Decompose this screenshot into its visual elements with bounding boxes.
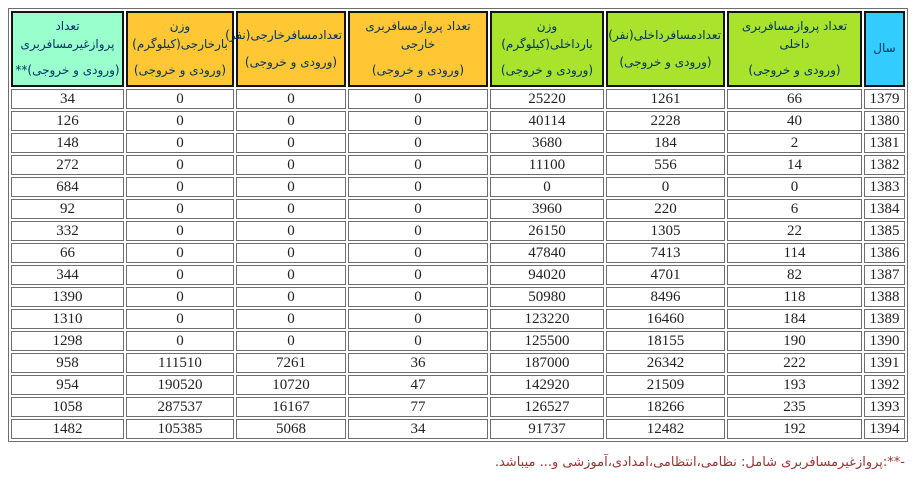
- column-header-foreign-cargo-weight: [126, 11, 234, 87]
- value-cell: 0: [236, 199, 346, 219]
- table-row: [11, 111, 905, 131]
- value-cell: 1058: [11, 397, 124, 417]
- table-header: [11, 11, 905, 87]
- value-cell: 1310: [11, 309, 124, 329]
- year-cell: 1382: [864, 155, 905, 175]
- table-row: [11, 375, 905, 395]
- value-cell: 0: [348, 221, 488, 241]
- value-cell: 34: [11, 89, 124, 109]
- value-cell: 0: [348, 199, 488, 219]
- value-cell: 25220: [490, 89, 604, 109]
- value-cell: 10720: [236, 375, 346, 395]
- table-row: [11, 199, 905, 219]
- value-cell: 958: [11, 353, 124, 373]
- table-body: [11, 89, 905, 439]
- value-cell: 0: [126, 265, 234, 285]
- value-cell: 235: [727, 397, 862, 417]
- value-cell: 193: [727, 375, 862, 395]
- table-row: [11, 397, 905, 417]
- value-cell: 0: [126, 331, 234, 351]
- value-cell: 0: [348, 243, 488, 263]
- year-cell: 1379: [864, 89, 905, 109]
- value-cell: 0: [727, 177, 862, 197]
- column-header-foreign-passengers: [225, 11, 346, 87]
- column-title: تعداد پروازمسافربری خارجی: [365, 19, 471, 51]
- value-cell: 11100: [490, 155, 604, 175]
- year-cell: 1391: [864, 353, 905, 373]
- value-cell: 0: [490, 177, 604, 197]
- value-cell: 82: [727, 265, 862, 285]
- table-row: [11, 155, 905, 175]
- year-cell: 1387: [864, 265, 905, 285]
- year-cell: 1381: [864, 133, 905, 153]
- value-cell: 142920: [490, 375, 604, 395]
- value-cell: 0: [126, 221, 234, 241]
- header-row: [11, 11, 905, 87]
- value-cell: 0: [348, 287, 488, 307]
- table-row: [11, 221, 905, 241]
- value-cell: 14: [727, 155, 862, 175]
- column-header-domestic-passenger-flights: [727, 11, 862, 87]
- value-cell: 192: [727, 419, 862, 439]
- table-row: [11, 331, 905, 351]
- table-row: [11, 265, 905, 285]
- value-cell: 0: [236, 243, 346, 263]
- column-header-domestic-passengers: [606, 11, 725, 87]
- value-cell: 0: [236, 177, 346, 197]
- value-cell: 94020: [490, 265, 604, 285]
- value-cell: 26342: [606, 353, 725, 373]
- value-cell: 0: [126, 287, 234, 307]
- year-cell: 1390: [864, 331, 905, 351]
- value-cell: 7261: [236, 353, 346, 373]
- value-cell: 2: [727, 133, 862, 153]
- value-cell: 3680: [490, 133, 604, 153]
- value-cell: 0: [126, 309, 234, 329]
- value-cell: 126527: [490, 397, 604, 417]
- value-cell: 0: [126, 199, 234, 219]
- year-cell: 1386: [864, 243, 905, 263]
- value-cell: 0: [348, 331, 488, 351]
- column-title: تعداد پروازغیرمسافربری: [20, 19, 115, 51]
- value-cell: 3960: [490, 199, 604, 219]
- value-cell: 0: [236, 287, 346, 307]
- column-title: وزن بارداخلی(کیلوگرم): [501, 19, 593, 51]
- value-cell: 1298: [11, 331, 124, 351]
- value-cell: 184: [606, 133, 725, 153]
- value-cell: 21509: [606, 375, 725, 395]
- value-cell: 222: [727, 353, 862, 373]
- column-subtitle: (ورودی و خروجی): [371, 63, 465, 78]
- value-cell: 8496: [606, 287, 725, 307]
- value-cell: 1305: [606, 221, 725, 241]
- value-cell: 287537: [126, 397, 234, 417]
- value-cell: 0: [236, 331, 346, 351]
- value-cell: 40114: [490, 111, 604, 131]
- year-cell: 1388: [864, 287, 905, 307]
- year-cell: 1380: [864, 111, 905, 131]
- value-cell: 190520: [126, 375, 234, 395]
- column-subtitle: (ورودی و خروجی)**: [15, 63, 120, 78]
- column-header-year: [864, 11, 905, 87]
- value-cell: 125500: [490, 331, 604, 351]
- value-cell: 332: [11, 221, 124, 241]
- value-cell: 0: [348, 111, 488, 131]
- value-cell: 6: [727, 199, 862, 219]
- column-subtitle: (ورودی و خروجی): [244, 54, 338, 69]
- value-cell: 0: [348, 133, 488, 153]
- value-cell: 0: [348, 265, 488, 285]
- value-cell: 148: [11, 133, 124, 153]
- value-cell: 12482: [606, 419, 725, 439]
- table-row: [11, 287, 905, 307]
- value-cell: 0: [126, 243, 234, 263]
- value-cell: 0: [606, 177, 725, 197]
- value-cell: 0: [236, 111, 346, 131]
- column-header-non-passenger-flights: [11, 11, 124, 87]
- value-cell: 1261: [606, 89, 725, 109]
- value-cell: 123220: [490, 309, 604, 329]
- value-cell: 0: [126, 89, 234, 109]
- year-cell: 1394: [864, 419, 905, 439]
- value-cell: 66: [727, 89, 862, 109]
- value-cell: 0: [236, 265, 346, 285]
- value-cell: 556: [606, 155, 725, 175]
- value-cell: 118: [727, 287, 862, 307]
- value-cell: 684: [11, 177, 124, 197]
- value-cell: 0: [236, 133, 346, 153]
- table-row: [11, 309, 905, 329]
- year-cell: 1384: [864, 199, 905, 219]
- value-cell: 0: [126, 177, 234, 197]
- value-cell: 7413: [606, 243, 725, 263]
- value-cell: 47840: [490, 243, 604, 263]
- value-cell: 0: [348, 177, 488, 197]
- column-subtitle: (ورودی و خروجی): [619, 54, 712, 69]
- value-cell: 77: [348, 397, 488, 417]
- value-cell: 126: [11, 111, 124, 131]
- value-cell: 114: [727, 243, 862, 263]
- value-cell: 18266: [606, 397, 725, 417]
- value-cell: 1482: [11, 419, 124, 439]
- value-cell: 0: [126, 111, 234, 131]
- table-row: [11, 243, 905, 263]
- column-header-foreign-passenger-flights: [348, 11, 488, 87]
- value-cell: 0: [126, 133, 234, 153]
- value-cell: 92: [11, 199, 124, 219]
- value-cell: 0: [348, 155, 488, 175]
- footnote: -**:پروازغیرمسافربری شامل: نظامی،انتظامی،امدادی،آموزشی و... میباشد.: [494, 455, 905, 470]
- column-title: وزن بارخارجی(کیلوگرم): [132, 19, 228, 51]
- year-cell: 1389: [864, 309, 905, 329]
- value-cell: 344: [11, 265, 124, 285]
- column-header-domestic-cargo-weight: [490, 11, 604, 87]
- table-row: [11, 133, 905, 153]
- value-cell: 0: [348, 309, 488, 329]
- value-cell: 0: [236, 155, 346, 175]
- value-cell: 954: [11, 375, 124, 395]
- value-cell: 187000: [490, 353, 604, 373]
- value-cell: 2228: [606, 111, 725, 131]
- value-cell: 16167: [236, 397, 346, 417]
- value-cell: 18155: [606, 331, 725, 351]
- value-cell: 34: [348, 419, 488, 439]
- value-cell: 66: [11, 243, 124, 263]
- value-cell: 1390: [11, 287, 124, 307]
- value-cell: 190: [727, 331, 862, 351]
- value-cell: 50980: [490, 287, 604, 307]
- table-row: [11, 353, 905, 373]
- value-cell: 184: [727, 309, 862, 329]
- value-cell: 26150: [490, 221, 604, 241]
- value-cell: 4701: [606, 265, 725, 285]
- value-cell: 0: [126, 155, 234, 175]
- year-cell: 1385: [864, 221, 905, 241]
- table-row: [11, 89, 905, 109]
- value-cell: 220: [606, 199, 725, 219]
- year-cell: 1393: [864, 397, 905, 417]
- value-cell: 272: [11, 155, 124, 175]
- year-cell: 1383: [864, 177, 905, 197]
- value-cell: 47: [348, 375, 488, 395]
- value-cell: 105385: [126, 419, 234, 439]
- value-cell: 16460: [606, 309, 725, 329]
- column-title: سال: [873, 41, 896, 56]
- aviation-statistics-table: [8, 8, 908, 442]
- value-cell: 0: [236, 89, 346, 109]
- value-cell: 5068: [236, 419, 346, 439]
- column-subtitle: (ورودی و خروجی): [500, 63, 594, 78]
- value-cell: 36: [348, 353, 488, 373]
- value-cell: 0: [236, 309, 346, 329]
- value-cell: 91737: [490, 419, 604, 439]
- column-title: تعدادمسافرخارجی(نفر): [225, 28, 342, 43]
- value-cell: 111510: [126, 353, 234, 373]
- year-cell: 1392: [864, 375, 905, 395]
- value-cell: 0: [348, 89, 488, 109]
- column-subtitle: (ورودی و خروجی): [133, 63, 227, 78]
- column-title: تعدادمسافرداخلی(نفر): [608, 28, 721, 43]
- table-row: [11, 419, 905, 439]
- column-subtitle: (ورودی و خروجی): [748, 63, 841, 78]
- value-cell: 22: [727, 221, 862, 241]
- table-row: [11, 177, 905, 197]
- column-title: تعداد پروازمسافربری داخلی: [741, 19, 848, 51]
- value-cell: 0: [236, 221, 346, 241]
- value-cell: 40: [727, 111, 862, 131]
